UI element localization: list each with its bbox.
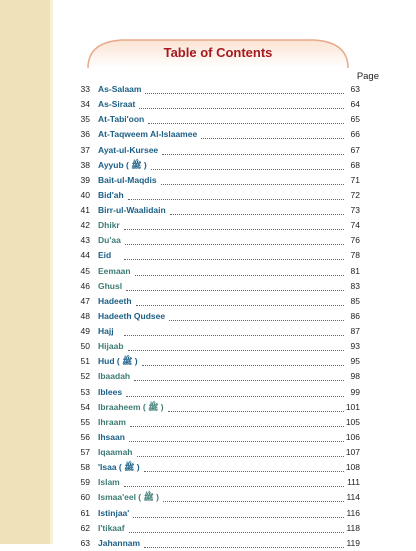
dot-leader (124, 229, 344, 230)
entry-page-number: 98 (350, 371, 360, 382)
entry-number: 46 (80, 280, 90, 291)
entry-number: 52 (80, 371, 90, 382)
entry-page-number: 76 (350, 235, 360, 246)
entry-number: 62 (80, 522, 90, 533)
dot-leader (169, 320, 344, 321)
dot-leader (201, 138, 344, 139)
entry-title[interactable]: Hadeeth (98, 295, 132, 306)
dot-leader (151, 169, 344, 170)
entry-page-number: 74 (350, 220, 360, 231)
dot-leader (137, 456, 344, 457)
dot-leader (124, 259, 344, 260)
entry-title[interactable]: Islam (98, 477, 120, 488)
entry-number: 36 (80, 129, 90, 140)
dot-leader (139, 108, 344, 109)
dot-leader (126, 396, 344, 397)
entry-title[interactable]: Ayyub ( ﷺ ) (98, 159, 147, 170)
toc-entry[interactable] (64, 324, 364, 339)
toc-entry[interactable] (64, 173, 364, 188)
entry-number: 50 (80, 341, 90, 352)
dot-leader (161, 184, 344, 185)
toc-entry[interactable] (64, 127, 364, 142)
entry-number: 60 (80, 492, 90, 503)
entry-number: 37 (80, 144, 90, 155)
entry-title[interactable]: Bid'ah (98, 189, 124, 200)
toc-entry[interactable] (64, 143, 364, 158)
entry-title[interactable]: Hijaab (98, 341, 124, 352)
dot-leader (170, 214, 344, 215)
entry-title[interactable]: Ibaadah (98, 371, 131, 382)
entry-number: 47 (80, 295, 90, 306)
dot-leader (129, 441, 344, 442)
toc-entry[interactable] (64, 490, 364, 505)
toc-entry[interactable] (64, 460, 364, 475)
entry-page-number: 106 (345, 431, 360, 442)
toc-list (64, 82, 364, 551)
dot-leader (144, 471, 344, 472)
entry-number: 49 (80, 326, 90, 336)
toc-entry[interactable] (64, 445, 364, 460)
toc-entry[interactable] (64, 369, 364, 384)
entry-title[interactable]: Ismaa'eel ( ﷺ ) (98, 492, 159, 503)
entry-title[interactable]: At-Taqweem Al-Islaamee (98, 129, 198, 140)
entry-number: 45 (80, 265, 90, 276)
entry-number: 51 (80, 356, 90, 367)
entry-number: 59 (80, 477, 90, 488)
entry-title[interactable]: Ihsaan (98, 431, 125, 442)
entry-title[interactable]: Hajj (98, 326, 114, 336)
entry-title[interactable]: Iqaamah (98, 447, 133, 457)
entry-number: 41 (80, 205, 90, 215)
entry-page-number: 81 (350, 265, 360, 276)
dot-leader (126, 290, 344, 291)
dot-leader (162, 154, 344, 155)
entry-page-number: 101 (345, 401, 360, 412)
entry-page-number: 107 (345, 447, 360, 457)
entry-page-number: 87 (350, 326, 360, 336)
entry-page-number: 105 (345, 416, 360, 427)
entry-number: 56 (80, 431, 90, 442)
toc-entry[interactable] (64, 536, 364, 551)
entry-title[interactable]: At-Tabi'oon (98, 114, 145, 125)
toc-entry[interactable] (64, 97, 364, 112)
toc-entry[interactable] (64, 339, 364, 354)
dot-leader (124, 486, 344, 487)
toc-entry[interactable] (64, 309, 364, 324)
dot-leader (145, 93, 344, 94)
entry-number: 48 (80, 310, 90, 321)
toc-entry[interactable] (64, 294, 364, 309)
toc-entry[interactable] (64, 218, 364, 233)
entry-page-number: 116 (346, 507, 360, 518)
toc-entry[interactable] (64, 521, 364, 536)
entry-title[interactable]: Ghusl (98, 280, 123, 291)
toc-entry[interactable] (64, 400, 364, 415)
entry-title[interactable]: As-Salaam (98, 84, 142, 94)
entry-number: 34 (80, 99, 90, 110)
entry-page-number: 119 (346, 537, 360, 548)
entry-number: 39 (80, 174, 90, 185)
entry-title[interactable]: I'tikaaf (98, 522, 125, 533)
entry-title[interactable]: Dhikr (98, 220, 120, 231)
dot-leader (124, 335, 344, 336)
dot-leader (136, 305, 344, 306)
entry-title[interactable]: As-Siraat (98, 99, 136, 110)
toc-entry[interactable] (64, 112, 364, 127)
toc-entry[interactable] (64, 354, 364, 369)
entry-page-number: 71 (350, 174, 360, 185)
entry-number: 54 (80, 401, 90, 412)
entry-number: 55 (80, 416, 90, 427)
dot-leader (134, 380, 344, 381)
entry-number: 58 (80, 462, 90, 473)
entry-number: 53 (80, 386, 90, 397)
entry-number: 40 (80, 189, 90, 200)
entry-title[interactable]: Hud ( ﷺ ) (98, 356, 138, 367)
toc-entry[interactable] (64, 506, 364, 521)
entry-title[interactable]: Hadeeth Qudsee (98, 310, 166, 321)
toc-entry[interactable] (64, 203, 364, 218)
entry-title[interactable]: Ibraaheem ( ﷺ ) (98, 401, 164, 412)
entry-page-number: 73 (350, 205, 360, 215)
dot-leader (148, 123, 344, 124)
dot-leader (163, 501, 344, 502)
dot-leader (168, 411, 344, 412)
entry-page-number: 65 (350, 114, 360, 125)
dot-leader (142, 365, 344, 366)
entry-number: 42 (80, 220, 90, 231)
toc-entry[interactable] (64, 248, 364, 263)
page-column-label: Page (356, 71, 379, 82)
page-spine (0, 0, 50, 544)
entry-number: 44 (80, 250, 90, 261)
toc-entry[interactable] (64, 82, 364, 97)
entry-number: 38 (80, 159, 90, 170)
entry-title[interactable]: Du'aa (98, 235, 121, 246)
entry-page-number: 72 (350, 189, 360, 200)
toc-entry[interactable] (64, 188, 364, 203)
entry-page-number: 118 (346, 522, 360, 533)
entry-number: 57 (80, 447, 90, 457)
entry-title[interactable]: Iblees (98, 386, 123, 397)
entry-page-number: 93 (350, 341, 360, 352)
entry-page-number: 66 (350, 129, 360, 140)
dot-leader (129, 532, 344, 533)
entry-title[interactable]: Istinjaa' (98, 507, 130, 518)
entry-title[interactable]: 'Isaa ( ﷺ ) (98, 462, 140, 473)
entry-number: 43 (80, 235, 90, 246)
dot-leader (125, 244, 344, 245)
toc-entry[interactable] (64, 430, 364, 445)
entry-title[interactable]: Bait-ul-Maqdis (98, 174, 157, 185)
entry-title[interactable]: Ayat-ul-Kursee (98, 144, 159, 155)
entry-page-number: 86 (350, 310, 360, 321)
entry-page-number: 78 (350, 250, 360, 261)
dot-leader (128, 199, 344, 200)
entry-number: 63 (80, 537, 90, 548)
entry-page-number: 85 (350, 295, 360, 306)
page-title: Table of Contents (163, 45, 273, 60)
dot-leader (135, 275, 344, 276)
entry-page-number: 67 (350, 144, 360, 155)
entry-title[interactable]: Eid (98, 250, 112, 261)
toc-header (82, 36, 354, 70)
dot-leader (130, 426, 344, 427)
toc-entry[interactable] (64, 475, 364, 490)
entry-title[interactable]: Birr-ul-Waalidain (98, 205, 166, 215)
entry-page-number: 63 (350, 84, 360, 94)
spine-edge (50, 0, 53, 544)
toc-entry[interactable] (64, 279, 364, 294)
entry-number: 61 (80, 507, 90, 518)
dot-leader (133, 517, 344, 518)
entry-number: 35 (80, 114, 90, 125)
entry-page-number: 108 (345, 462, 360, 473)
entry-page-number: 99 (350, 386, 360, 397)
toc-entry[interactable] (64, 385, 364, 400)
entry-title[interactable]: Jahannam (98, 537, 141, 548)
toc-entry[interactable] (64, 233, 364, 248)
dot-leader (128, 350, 344, 351)
entry-page-number: 68 (350, 159, 360, 170)
entry-number: 33 (80, 84, 90, 94)
entry-page-number: 114 (346, 492, 360, 503)
toc-entry[interactable] (64, 415, 364, 430)
entry-page-number: 64 (350, 99, 360, 110)
entry-title[interactable]: Eemaan (98, 265, 131, 276)
entry-title[interactable]: Ihraam (98, 416, 126, 427)
entry-page-number: 83 (350, 280, 360, 291)
entry-page-number: 95 (350, 356, 360, 367)
toc-entry[interactable] (64, 264, 364, 279)
entry-page-number: 111 (347, 477, 360, 488)
toc-entry[interactable] (64, 158, 364, 173)
dot-leader (144, 547, 344, 548)
